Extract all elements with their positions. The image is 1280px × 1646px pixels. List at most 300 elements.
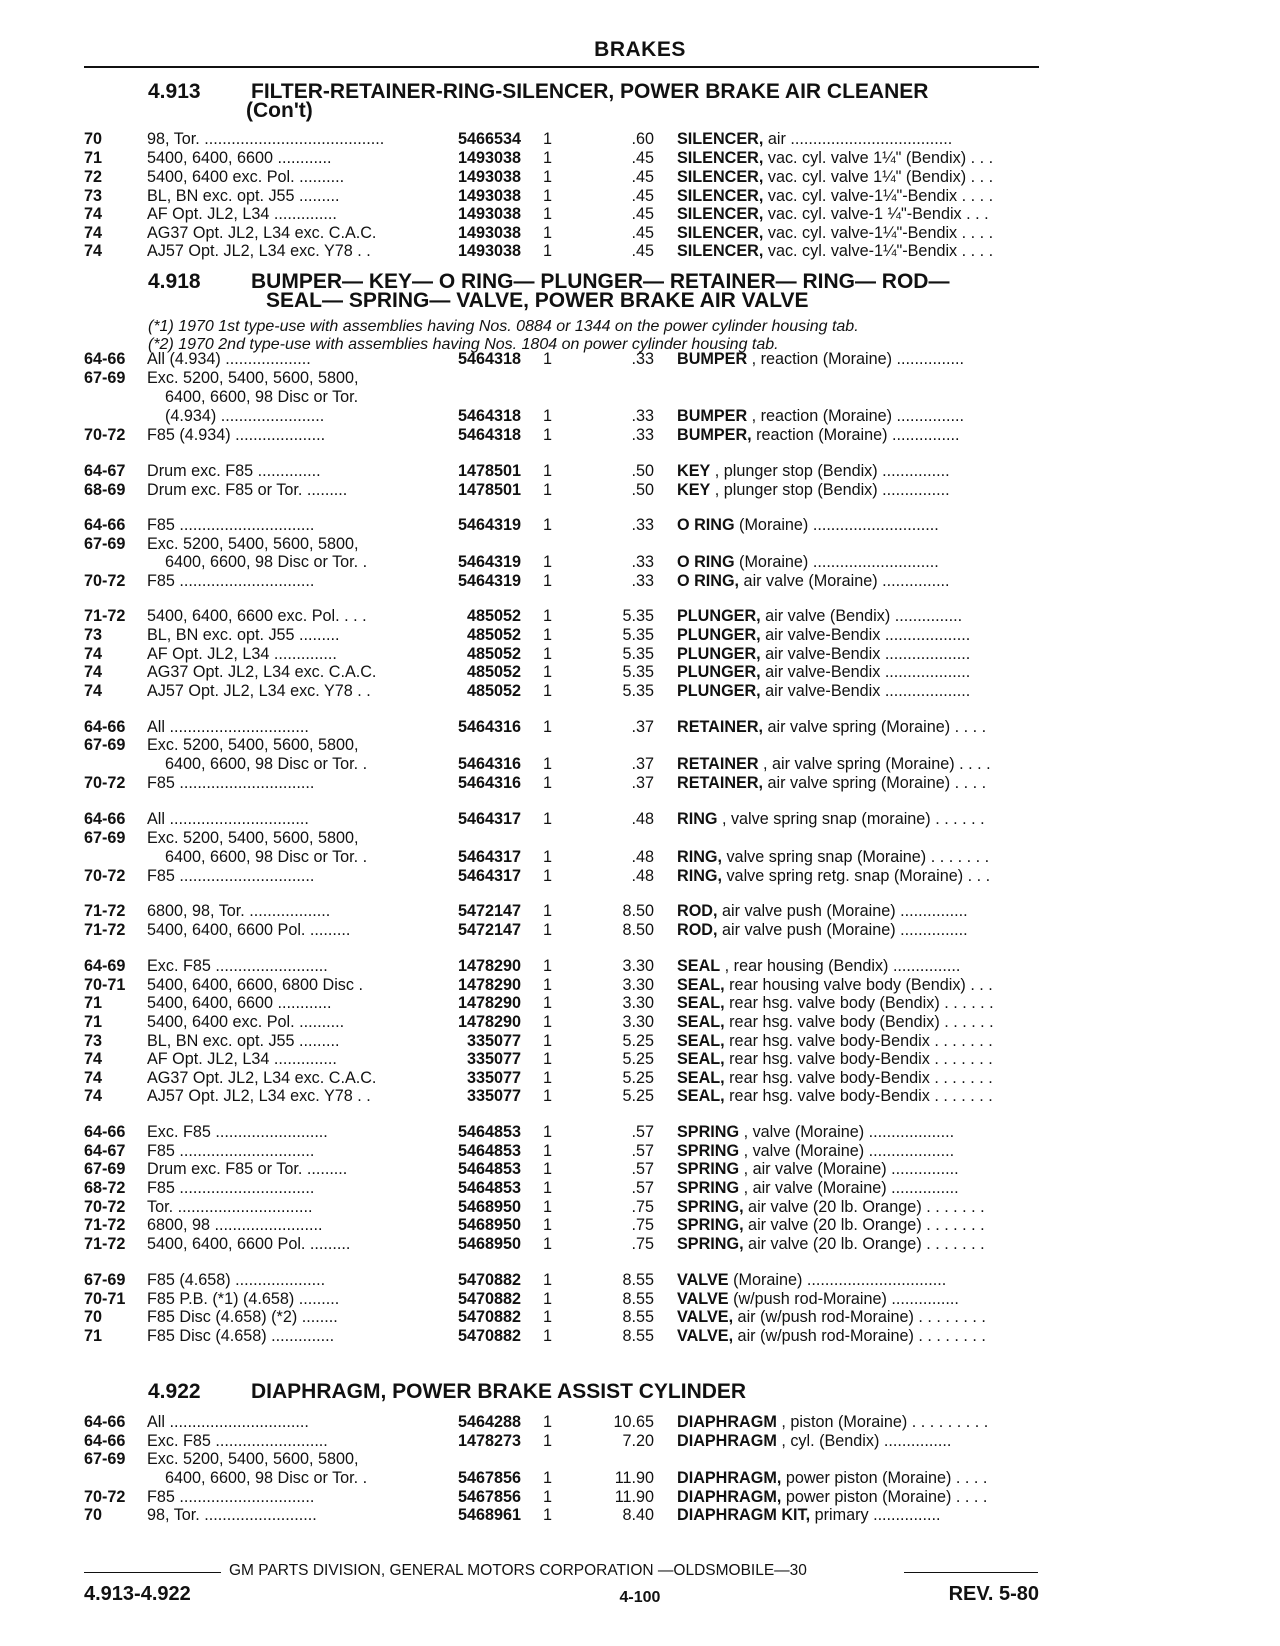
model-applicability: AF Opt. JL2, L34 .............. [147, 205, 337, 223]
quantity: 1 [543, 774, 553, 792]
table-row [0, 1087, 1280, 1106]
model-applicability: Exc. F85 ......................... [147, 1432, 328, 1450]
model-applicability: 6400, 6600, 98 Disc or Tor. . [147, 755, 368, 773]
model-applicability: Exc. 5200, 5400, 5600, 5800, [147, 1450, 359, 1468]
part-detail: vac. cyl. valve 1¼" (Bendix) . . . [763, 149, 994, 167]
part-number: 335077 [466, 1050, 521, 1068]
model-year: 74 [84, 682, 103, 700]
price: .45 [631, 224, 654, 242]
model-applicability: 5400, 6400 exc. Pol. .......... [147, 168, 345, 186]
part-name: SPRING [677, 1160, 740, 1178]
part-detail: , air valve (Moraine) ............... [739, 1160, 959, 1178]
model-year: 70 [84, 1506, 103, 1524]
price: .33 [631, 516, 654, 534]
part-name: SILENCER, [677, 242, 764, 260]
section-title [0, 82, 1280, 122]
model-year: 64-66 [84, 1432, 126, 1450]
quantity: 1 [543, 1087, 553, 1105]
table-row [0, 867, 1280, 886]
price: 8.55 [622, 1271, 654, 1289]
part-description [677, 810, 1041, 829]
part-name: VALVE [677, 1290, 729, 1308]
model-year: 70-72 [84, 426, 126, 444]
part-name: SPRING [677, 1142, 740, 1160]
quantity: 1 [543, 350, 553, 368]
model-applicability: Exc. 5200, 5400, 5600, 5800, [147, 535, 359, 553]
part-name: SILENCER, [677, 224, 764, 242]
part-description [677, 553, 1041, 572]
part-number: 5464318 [457, 407, 521, 425]
part-description [677, 1308, 1041, 1327]
part-description [677, 1013, 1041, 1032]
model-applicability: All ............................... [147, 810, 309, 828]
model-applicability: Exc. 5200, 5400, 5600, 5800, [147, 736, 359, 754]
model-applicability: AJ57 Opt. JL2, L34 exc. Y78 . . [147, 1087, 371, 1105]
price: .33 [631, 350, 654, 368]
model-applicability: F85 .............................. [147, 1142, 315, 1160]
part-name: VALVE, [677, 1327, 734, 1345]
quantity: 1 [543, 462, 553, 480]
model-year: 67-69 [84, 535, 126, 553]
part-description [677, 205, 1041, 224]
table-row [0, 350, 1280, 369]
quantity: 1 [543, 1032, 553, 1050]
model-year: 68-69 [84, 481, 126, 499]
part-number: 1478290 [457, 957, 521, 975]
part-description [677, 607, 1041, 626]
model-year: 74 [84, 1050, 103, 1068]
quantity: 1 [543, 682, 553, 700]
part-number: 5470882 [457, 1327, 521, 1345]
part-detail: , air valve spring (Moraine) . . . . [758, 755, 991, 773]
part-name: O RING [677, 553, 735, 571]
price: 10.65 [613, 1413, 654, 1431]
part-detail: vac. cyl. valve-1¼"-Bendix . . . . [763, 187, 994, 205]
model-applicability: 5400, 6400, 6600 exc. Pol. . . . [147, 607, 367, 625]
model-applicability: F85 P.B. (*1) (4.658) ......... [147, 1290, 340, 1308]
part-detail: rear hsg. valve body-Bendix . . . . . . . [724, 1050, 993, 1068]
table-row [0, 663, 1280, 682]
part-name: SEAL, [677, 976, 725, 994]
price: .45 [631, 168, 654, 186]
model-year: 67-69 [84, 1450, 126, 1468]
part-detail: air valve (20 lb. Orange) . . . . . . . [743, 1216, 985, 1234]
table-row [0, 994, 1280, 1013]
part-description [677, 462, 1041, 481]
price: .57 [631, 1179, 654, 1197]
part-number: 485052 [466, 645, 521, 663]
header-rule [84, 66, 1039, 68]
quantity: 1 [543, 187, 553, 205]
table-row [0, 369, 1280, 388]
model-applicability: 5400, 6400, 6600 Pol. ......... [147, 921, 351, 939]
part-detail: air valve push (Moraine) ............... [717, 902, 968, 920]
table-row [0, 1271, 1280, 1290]
part-name: SEAL, [677, 1087, 725, 1105]
model-year: 74 [84, 224, 103, 242]
model-applicability: 5400, 6400, 6600, 6800 Disc . [147, 976, 363, 994]
part-name: RETAINER [677, 755, 759, 773]
part-detail: , valve (Moraine) ................... [739, 1123, 955, 1141]
table-row [0, 1013, 1280, 1032]
part-detail: (Moraine) ............................ [734, 516, 939, 534]
price: .48 [631, 848, 654, 866]
part-description [677, 224, 1041, 243]
part-number: 5464288 [457, 1413, 521, 1431]
part-detail: (Moraine) ............................... [728, 1271, 947, 1289]
price: 8.55 [622, 1290, 654, 1308]
part-name: RETAINER, [677, 718, 764, 736]
part-detail: rear hsg. valve body (Bendix) . . . . . . [724, 994, 994, 1012]
model-year: 74 [84, 663, 103, 681]
price: 5.35 [622, 645, 654, 663]
table-row [0, 149, 1280, 168]
table-row [0, 607, 1280, 626]
price: 5.25 [622, 1069, 654, 1087]
part-number: 5466534 [457, 130, 521, 148]
part-detail: air valve spring (Moraine) . . . . [763, 718, 987, 736]
table-row [0, 1123, 1280, 1142]
part-number: 1478290 [457, 1013, 521, 1031]
page-header: BRAKES [594, 38, 686, 61]
model-applicability: 6400, 6600, 98 Disc or Tor. . [147, 1469, 368, 1487]
part-name: SEAL, [677, 1050, 725, 1068]
table-row [0, 645, 1280, 664]
price: 7.20 [622, 1432, 654, 1450]
quantity: 1 [543, 1432, 553, 1450]
part-detail: , reaction (Moraine) ............... [747, 350, 964, 368]
model-year: 73 [84, 187, 103, 205]
table-row [0, 1413, 1280, 1432]
quantity: 1 [543, 407, 553, 425]
table-row [0, 242, 1280, 261]
part-number: 335077 [466, 1069, 521, 1087]
part-detail: (w/push rod-Moraine) ............... [728, 1290, 959, 1308]
table-row [0, 130, 1280, 149]
part-detail: power piston (Moraine) . . . . [781, 1469, 988, 1487]
price: 8.50 [622, 902, 654, 920]
part-number: 1478290 [457, 976, 521, 994]
model-year: 71-72 [84, 1216, 126, 1234]
part-number: 5464317 [457, 810, 521, 828]
price: 3.30 [622, 994, 654, 1012]
part-description [677, 1271, 1041, 1290]
model-applicability: Tor. .............................. [147, 1198, 313, 1216]
table-row [0, 957, 1280, 976]
part-description [677, 1432, 1041, 1451]
part-detail: air (w/push rod-Moraine) . . . . . . . . [733, 1308, 986, 1326]
part-detail: air valve (Bendix) ............... [760, 607, 963, 625]
model-year: 71 [84, 994, 103, 1012]
model-applicability: All (4.934) ................... [147, 350, 311, 368]
quantity: 1 [543, 921, 553, 939]
quantity: 1 [543, 1142, 553, 1160]
quantity: 1 [543, 626, 553, 644]
table-row [0, 902, 1280, 921]
part-number: 5464319 [457, 572, 521, 590]
part-number: 1478273 [457, 1432, 521, 1450]
table-row [0, 810, 1280, 829]
part-name: BUMPER [677, 407, 748, 425]
model-year: 70-71 [84, 976, 126, 994]
model-year: 64-66 [84, 718, 126, 736]
price: 11.90 [614, 1469, 654, 1487]
part-name: RING, [677, 848, 722, 866]
part-name: SEAL, [677, 994, 725, 1012]
part-number: 5470882 [457, 1290, 521, 1308]
table-row [0, 736, 1280, 755]
part-detail: air valve-Bendix ................... [760, 663, 971, 681]
part-description [677, 516, 1041, 535]
table-row [0, 626, 1280, 645]
model-year: 64-66 [84, 1413, 126, 1431]
part-description [677, 426, 1041, 445]
quantity: 1 [543, 205, 553, 223]
part-name: ROD, [677, 902, 718, 920]
part-description [677, 957, 1041, 976]
footer-company: GM PARTS DIVISION, GENERAL MOTORS CORPORATION —OLDSMOBILE—30 [229, 1562, 807, 1579]
model-applicability: F85 .............................. [147, 572, 315, 590]
model-applicability: AJ57 Opt. JL2, L34 exc. Y78 . . [147, 242, 371, 260]
model-applicability: F85 .............................. [147, 1488, 315, 1506]
price: .75 [631, 1198, 654, 1216]
part-description [677, 1488, 1041, 1507]
part-detail: vac. cyl. valve-1¼"-Bendix . . . . [763, 242, 994, 260]
model-applicability: 5400, 6400, 6600 ............ [147, 149, 332, 167]
quantity: 1 [543, 994, 553, 1012]
quantity: 1 [543, 1216, 553, 1234]
table-row [0, 1488, 1280, 1507]
table-row [0, 848, 1280, 867]
part-name: BUMPER [677, 350, 748, 368]
table-row [0, 1235, 1280, 1254]
table-row [0, 976, 1280, 995]
section-heading: FILTER-RETAINER-RING-SILENCER, POWER BRAKE AIR CLEANER [251, 80, 929, 103]
model-applicability: 98, Tor. ......................... [147, 1506, 317, 1524]
part-number: 5464853 [457, 1142, 521, 1160]
table-row [0, 774, 1280, 793]
price: .45 [631, 205, 654, 223]
quantity: 1 [543, 572, 553, 590]
model-applicability: AG37 Opt. JL2, L34 exc. C.A.C. [147, 663, 377, 681]
part-number: 5470882 [457, 1271, 521, 1289]
price: .60 [631, 130, 654, 148]
section-title [0, 272, 1280, 312]
model-applicability: Exc. F85 ......................... [147, 1123, 328, 1141]
part-name: SEAL, [677, 1069, 725, 1087]
part-detail: , reaction (Moraine) ............... [747, 407, 964, 425]
table-row [0, 1469, 1280, 1488]
model-year: 74 [84, 205, 103, 223]
price: .33 [631, 553, 654, 571]
model-applicability: 5400, 6400 exc. Pol. .......... [147, 1013, 345, 1031]
part-detail: , piston (Moraine) . . . . . . . . . [776, 1413, 989, 1431]
price: .37 [631, 718, 654, 736]
model-applicability: AG37 Opt. JL2, L34 exc. C.A.C. [147, 224, 377, 242]
part-detail: vac. cyl. valve 1¼" (Bendix) . . . [763, 168, 994, 186]
part-number: 1493038 [457, 224, 521, 242]
table-row [0, 462, 1280, 481]
model-applicability: Drum exc. F85 or Tor. ......... [147, 481, 348, 499]
model-year: 67-69 [84, 736, 126, 754]
part-number: 5464316 [457, 755, 521, 773]
part-number: 485052 [466, 663, 521, 681]
quantity: 1 [543, 242, 553, 260]
part-number: 335077 [466, 1087, 521, 1105]
part-description [677, 1050, 1041, 1069]
model-applicability: Exc. 5200, 5400, 5600, 5800, [147, 829, 359, 847]
price: .33 [631, 572, 654, 590]
price: 5.35 [622, 663, 654, 681]
part-number: 335077 [466, 1032, 521, 1050]
model-year: 73 [84, 1032, 103, 1050]
model-applicability: Exc. 5200, 5400, 5600, 5800, [147, 369, 359, 387]
part-description [677, 848, 1041, 867]
price: 3.30 [622, 1013, 654, 1031]
model-year: 71 [84, 149, 103, 167]
price: 5.25 [622, 1032, 654, 1050]
part-number: 5464853 [457, 1123, 521, 1141]
model-applicability: All ............................... [147, 718, 309, 736]
part-name: SILENCER, [677, 205, 764, 223]
model-year: 67-69 [84, 1271, 126, 1289]
model-year: 70-72 [84, 774, 126, 792]
table-row [0, 1308, 1280, 1327]
price: .33 [631, 426, 654, 444]
part-number: 1493038 [457, 168, 521, 186]
model-year: 64-66 [84, 810, 126, 828]
part-description [677, 187, 1041, 206]
part-description [677, 1142, 1041, 1161]
part-description [677, 1216, 1041, 1235]
model-applicability: Drum exc. F85 .............. [147, 462, 321, 480]
model-year: 74 [84, 242, 103, 260]
table-row [0, 407, 1280, 426]
quantity: 1 [543, 1069, 553, 1087]
part-detail: rear hsg. valve body (Bendix) . . . . . . [724, 1013, 994, 1031]
part-description [677, 774, 1041, 793]
part-number: 5464853 [457, 1179, 521, 1197]
part-description [677, 242, 1041, 261]
part-description [677, 1290, 1041, 1309]
quantity: 1 [543, 1123, 553, 1141]
part-name: SILENCER, [677, 187, 764, 205]
part-description [677, 976, 1041, 995]
part-detail: rear hsg. valve body-Bendix . . . . . . . [724, 1032, 993, 1050]
footer-section-range: 4.913-4.922 [84, 1583, 191, 1605]
part-number: 5464317 [457, 867, 521, 885]
model-applicability: 6400, 6600, 98 Disc or Tor. [147, 388, 359, 406]
model-applicability: 6400, 6600, 98 Disc or Tor. . [147, 848, 368, 866]
model-year: 70 [84, 1308, 103, 1326]
price: .33 [631, 407, 654, 425]
part-name: KEY [677, 462, 711, 480]
part-name: VALVE, [677, 1308, 734, 1326]
part-number: 5464319 [457, 553, 521, 571]
part-description [677, 407, 1041, 426]
part-detail: , rear housing (Bendix) ............... [720, 957, 961, 975]
part-number: 485052 [466, 626, 521, 644]
price: .48 [631, 867, 654, 885]
model-applicability: 6400, 6600, 98 Disc or Tor. . [147, 553, 368, 571]
table-row [0, 553, 1280, 572]
price: 8.55 [622, 1308, 654, 1326]
part-description [677, 755, 1041, 774]
quantity: 1 [543, 1488, 553, 1506]
model-year: 64-66 [84, 350, 126, 368]
model-year: 70-72 [84, 572, 126, 590]
part-description [677, 663, 1041, 682]
quantity: 1 [543, 426, 553, 444]
part-detail: , plunger stop (Bendix) ............... [710, 462, 950, 480]
table-row [0, 1069, 1280, 1088]
table-row [0, 1216, 1280, 1235]
model-year: 70-72 [84, 1488, 126, 1506]
price: .45 [631, 242, 654, 260]
part-detail: primary ............... [810, 1506, 941, 1524]
part-number: 1493038 [457, 149, 521, 167]
part-description [677, 902, 1041, 921]
part-name: DIAPHRAGM KIT, [677, 1506, 811, 1524]
model-year: 67-69 [84, 369, 126, 387]
table-row [0, 682, 1280, 701]
model-year: 64-66 [84, 1123, 126, 1141]
model-year: 70 [84, 130, 103, 148]
quantity: 1 [543, 1469, 553, 1487]
model-year: 67-69 [84, 829, 126, 847]
table-row [0, 1198, 1280, 1217]
part-name: SEAL, [677, 1032, 725, 1050]
part-number: 5464316 [457, 774, 521, 792]
part-number: 5470882 [457, 1308, 521, 1326]
price: 5.35 [622, 607, 654, 625]
part-description [677, 682, 1041, 701]
table-row [0, 718, 1280, 737]
model-year: 73 [84, 626, 103, 644]
quantity: 1 [543, 1290, 553, 1308]
revision-label: REV. 5-80 [948, 1583, 1039, 1605]
model-year: 74 [84, 645, 103, 663]
part-number: 5464316 [457, 718, 521, 736]
part-name: RING [677, 810, 718, 828]
part-description [677, 350, 1041, 369]
part-detail: rear housing valve body (Bendix) . . . [724, 976, 993, 994]
model-applicability: BL, BN exc. opt. J55 ......... [147, 626, 340, 644]
table-row [0, 572, 1280, 591]
part-description [677, 481, 1041, 500]
price: 11.90 [614, 1488, 654, 1506]
part-description [677, 921, 1041, 940]
price: 5.25 [622, 1087, 654, 1105]
part-detail: , plunger stop (Bendix) ............... [710, 481, 950, 499]
part-number: 5467856 [457, 1469, 521, 1487]
model-year: 74 [84, 1069, 103, 1087]
part-name: RING, [677, 867, 722, 885]
part-name: O RING [677, 516, 735, 534]
part-detail: valve spring snap (Moraine) . . . . . . . [721, 848, 990, 866]
section-heading: DIAPHRAGM, POWER BRAKE ASSIST CYLINDER [251, 1380, 747, 1403]
part-description [677, 1235, 1041, 1254]
model-year: 71 [84, 1327, 103, 1345]
model-applicability: Exc. F85 ......................... [147, 957, 328, 975]
model-year: 64-67 [84, 462, 126, 480]
table-row [0, 168, 1280, 187]
model-applicability: F85 (4.658) .................... [147, 1271, 326, 1289]
part-detail: rear hsg. valve body-Bendix . . . . . . . [724, 1087, 993, 1105]
model-year: 71-72 [84, 1235, 126, 1253]
table-row [0, 516, 1280, 535]
part-description [677, 718, 1041, 737]
